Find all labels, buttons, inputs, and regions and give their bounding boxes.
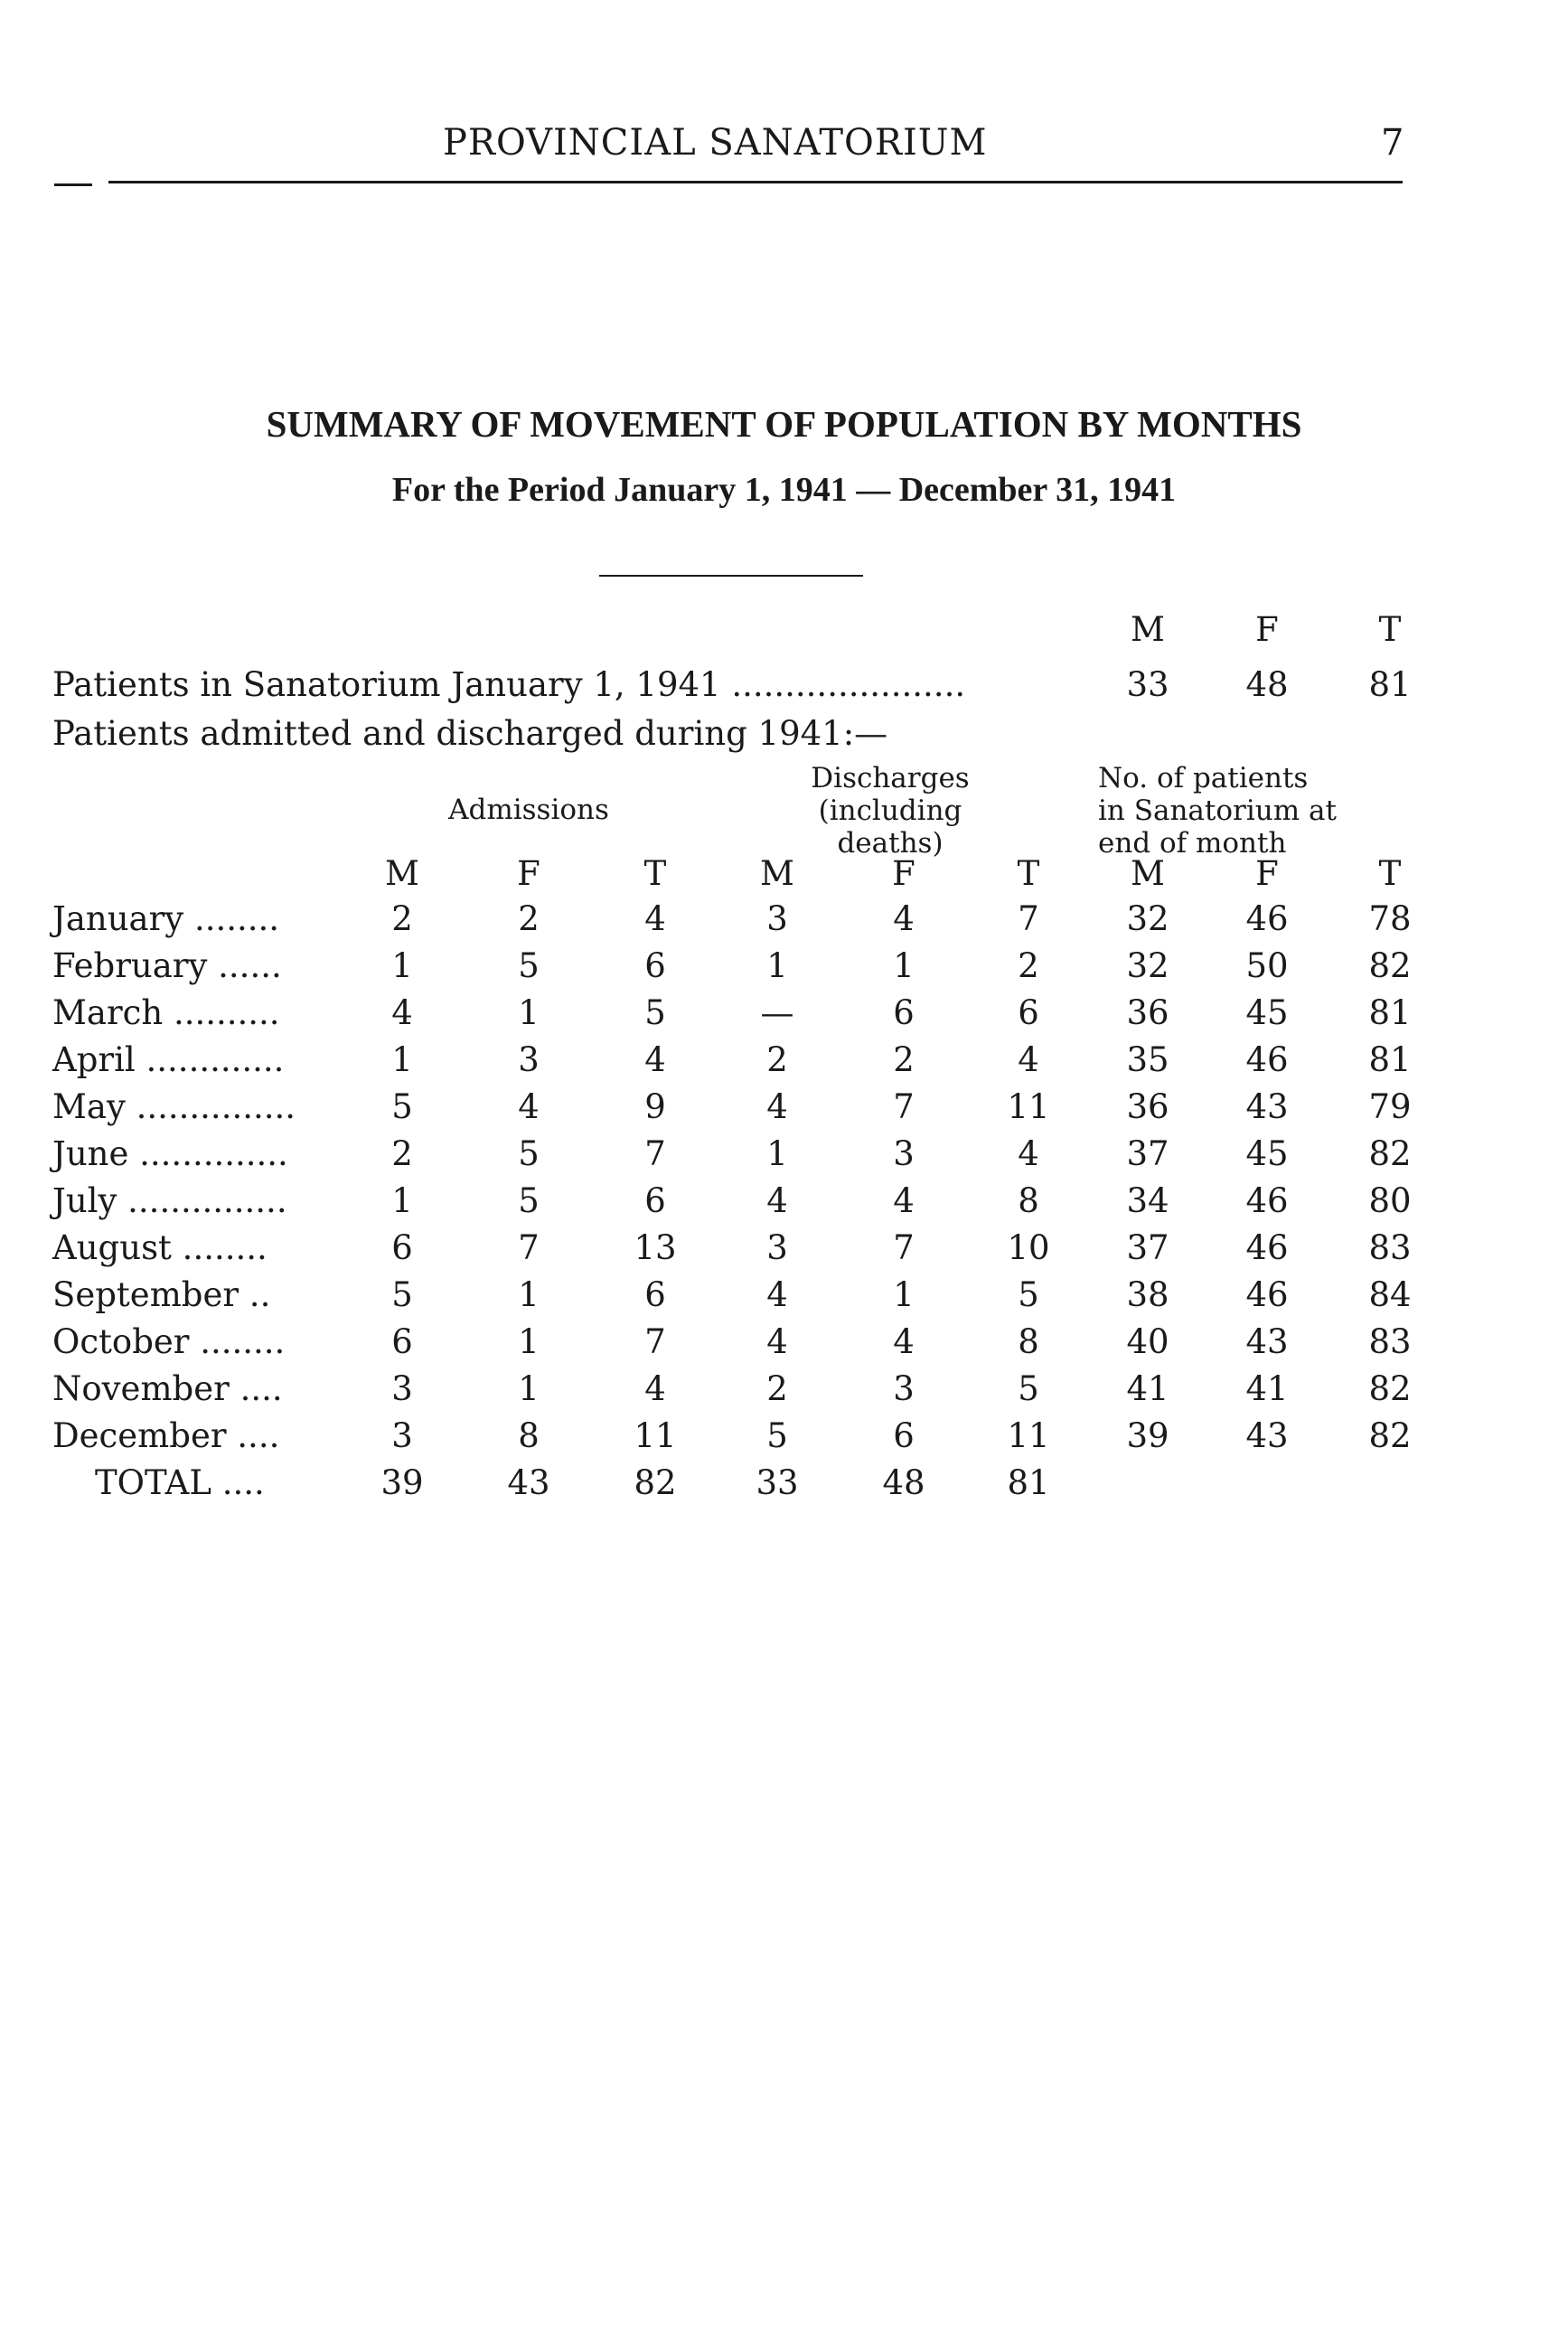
cell-end-m: 37 <box>1126 1228 1169 1267</box>
row-label: April ............. <box>52 1040 285 1079</box>
cell-dis-f: 1 <box>893 946 915 985</box>
total-adm-f: 43 <box>507 1463 550 1502</box>
cell-end-t: 82 <box>1368 946 1412 985</box>
cell-end-f: 45 <box>1245 1134 1289 1173</box>
cell-end-m: 38 <box>1126 1275 1169 1314</box>
cell-adm-t: 7 <box>644 1134 666 1173</box>
total-dis-f: 48 <box>882 1463 925 1502</box>
cell-dis-m: 4 <box>766 1087 788 1126</box>
cell-dis-f: 2 <box>893 1040 915 1079</box>
cell-adm-f: 5 <box>518 1181 540 1220</box>
cell-adm-f: 7 <box>518 1228 540 1267</box>
cell-end-t: 83 <box>1368 1322 1412 1361</box>
admissions-label: Admissions <box>448 794 609 826</box>
cell-end-t: 84 <box>1368 1275 1412 1314</box>
cell-dis-t: 11 <box>1007 1416 1050 1455</box>
page-title: SUMMARY OF MOVEMENT OF POPULATION BY MONTHS <box>266 403 1302 445</box>
cell-adm-t: 5 <box>644 993 666 1032</box>
total-adm-m: 39 <box>380 1463 424 1502</box>
cell-end-t: 78 <box>1368 899 1412 938</box>
cell-adm-t: 7 <box>644 1322 666 1361</box>
row-label: November .... <box>52 1369 283 1408</box>
cell-end-f: 46 <box>1245 899 1289 938</box>
cell-dis-t: 11 <box>1007 1087 1050 1126</box>
cell-dis-m: 4 <box>766 1275 788 1314</box>
discharges-line-1: Discharges <box>811 762 970 794</box>
cell-dis-t: 8 <box>1018 1181 1039 1220</box>
row-label: September .. <box>52 1275 271 1314</box>
cell-dis-f: 4 <box>893 1181 915 1220</box>
cell-dis-t: 6 <box>1018 993 1039 1032</box>
cell-end-m: 34 <box>1126 1181 1169 1220</box>
cell-dis-t: 5 <box>1018 1369 1039 1408</box>
end-of-month-line-2: in Sanatorium at <box>1098 794 1337 827</box>
subheader-adm-m: M <box>385 854 419 893</box>
cell-dis-f: 7 <box>893 1087 915 1126</box>
cell-end-m: 41 <box>1126 1369 1169 1408</box>
cell-end-m: 36 <box>1126 993 1169 1032</box>
cell-adm-f: 1 <box>518 1322 540 1361</box>
cell-end-f: 41 <box>1245 1369 1289 1408</box>
cell-dis-f: 1 <box>893 1275 915 1314</box>
opening-value-t: 81 <box>1368 665 1412 704</box>
row-label: March .......... <box>52 993 280 1032</box>
subheader-adm-t: T <box>643 854 667 893</box>
cell-dis-t: 4 <box>1018 1134 1039 1173</box>
cell-end-f: 46 <box>1245 1275 1289 1314</box>
total-adm-t: 82 <box>634 1463 677 1502</box>
total-label: TOTAL .... <box>95 1463 265 1502</box>
cell-end-t: 82 <box>1368 1416 1412 1455</box>
opening-header-m: M <box>1131 610 1165 649</box>
cell-end-f: 43 <box>1245 1416 1289 1455</box>
cell-dis-f: 3 <box>893 1369 915 1408</box>
cell-adm-m: 1 <box>391 946 413 985</box>
row-label: May ............... <box>52 1087 296 1126</box>
cell-dis-t: 4 <box>1018 1040 1039 1079</box>
row-label: June .............. <box>52 1134 288 1173</box>
subheader-end-m: M <box>1131 854 1165 893</box>
cell-end-t: 80 <box>1368 1181 1412 1220</box>
row-label: December .... <box>52 1416 280 1455</box>
cell-dis-m: 1 <box>766 946 788 985</box>
total-dis-t: 81 <box>1007 1463 1050 1502</box>
end-of-month-line-1: No. of patients <box>1098 762 1309 794</box>
opening-value-m: 33 <box>1126 665 1169 704</box>
cell-adm-m: 1 <box>391 1181 413 1220</box>
cell-end-m: 37 <box>1126 1134 1169 1173</box>
row-label: July ............... <box>52 1181 287 1220</box>
cell-dis-m: 3 <box>766 1228 788 1267</box>
cell-dis-t: 10 <box>1007 1228 1050 1267</box>
subheader-dis-f: F <box>892 854 915 893</box>
header-rule-short <box>54 183 92 186</box>
total-dis-m: 33 <box>756 1463 799 1502</box>
cell-dis-t: 7 <box>1018 899 1039 938</box>
cell-end-m: 35 <box>1126 1040 1169 1079</box>
cell-dis-f: 4 <box>893 899 915 938</box>
cell-end-t: 81 <box>1368 993 1412 1032</box>
cell-end-m: 39 <box>1126 1416 1169 1455</box>
cell-end-f: 43 <box>1245 1322 1289 1361</box>
cell-end-t: 82 <box>1368 1134 1412 1173</box>
row-label: January ........ <box>52 899 280 938</box>
opening-value-f: 48 <box>1245 665 1289 704</box>
cell-dis-m: 2 <box>766 1040 788 1079</box>
cell-adm-f: 1 <box>518 1369 540 1408</box>
discharges-line-3: deaths) <box>837 827 944 860</box>
group-header-end-of-month <box>1098 762 1405 860</box>
cell-adm-m: 2 <box>391 1134 413 1173</box>
cell-adm-t: 4 <box>644 1040 666 1079</box>
cell-dis-m: 2 <box>766 1369 788 1408</box>
cell-dis-f: 6 <box>893 993 915 1032</box>
running-head <box>0 122 1568 167</box>
cell-end-t: 83 <box>1368 1228 1412 1267</box>
header-rule <box>108 181 1403 183</box>
cell-dis-f: 4 <box>893 1322 915 1361</box>
cell-adm-f: 5 <box>518 946 540 985</box>
cell-adm-t: 11 <box>634 1416 677 1455</box>
subheader-dis-t: T <box>1017 854 1040 893</box>
page-number: 7 <box>1381 122 1404 164</box>
cell-adm-t: 6 <box>644 1181 666 1220</box>
cell-adm-t: 6 <box>644 946 666 985</box>
opening-label: Patients in Sanatorium January 1, 1941 ...................... <box>52 665 966 704</box>
row-label: October ........ <box>52 1322 286 1361</box>
cell-dis-f: 3 <box>893 1134 915 1173</box>
cell-dis-m: — <box>760 993 794 1032</box>
cell-end-t: 81 <box>1368 1040 1412 1079</box>
cell-dis-f: 7 <box>893 1228 915 1267</box>
cell-adm-m: 3 <box>391 1369 413 1408</box>
cell-adm-f: 5 <box>518 1134 540 1173</box>
cell-adm-f: 4 <box>518 1087 540 1126</box>
page-subtitle: For the Period January 1, 1941 — December 31, 1941 <box>391 471 1177 509</box>
subheader-end-t: T <box>1378 854 1402 893</box>
cell-adm-m: 2 <box>391 899 413 938</box>
cell-adm-f: 3 <box>518 1040 540 1079</box>
cell-adm-m: 4 <box>391 993 413 1032</box>
cell-adm-f: 2 <box>518 899 540 938</box>
end-of-month-line-3: end of month <box>1098 827 1287 860</box>
cell-dis-m: 5 <box>766 1416 788 1455</box>
cell-adm-t: 6 <box>644 1275 666 1314</box>
cell-dis-t: 8 <box>1018 1322 1039 1361</box>
cell-dis-m: 4 <box>766 1322 788 1361</box>
intro-line: Patients admitted and discharged during 1941:— <box>52 714 888 753</box>
cell-end-m: 40 <box>1126 1322 1169 1361</box>
row-label: February ...... <box>52 946 282 985</box>
cell-end-m: 32 <box>1126 946 1169 985</box>
cell-end-f: 50 <box>1245 946 1289 985</box>
cell-end-t: 79 <box>1368 1087 1412 1126</box>
cell-adm-m: 6 <box>391 1322 413 1361</box>
cell-end-t: 82 <box>1368 1369 1412 1408</box>
cell-end-m: 32 <box>1126 899 1169 938</box>
cell-adm-m: 5 <box>391 1087 413 1126</box>
cell-adm-m: 5 <box>391 1275 413 1314</box>
cell-adm-f: 1 <box>518 1275 540 1314</box>
cell-adm-t: 4 <box>644 899 666 938</box>
discharges-line-2: (including <box>818 794 962 827</box>
cell-end-f: 46 <box>1245 1228 1289 1267</box>
group-header-discharges <box>777 762 1003 860</box>
cell-end-f: 45 <box>1245 993 1289 1032</box>
cell-dis-m: 3 <box>766 899 788 938</box>
cell-adm-t: 9 <box>644 1087 666 1126</box>
cell-dis-t: 5 <box>1018 1275 1039 1314</box>
cell-end-f: 46 <box>1245 1181 1289 1220</box>
subheader-end-f: F <box>1255 854 1279 893</box>
cell-adm-f: 8 <box>518 1416 540 1455</box>
cell-dis-m: 1 <box>766 1134 788 1173</box>
opening-header-t: T <box>1378 610 1402 649</box>
cell-adm-m: 3 <box>391 1416 413 1455</box>
cell-dis-f: 6 <box>893 1416 915 1455</box>
running-title: PROVINCIAL SANATORIUM <box>443 122 988 164</box>
subheader-dis-m: M <box>760 854 794 893</box>
cell-adm-m: 1 <box>391 1040 413 1079</box>
cell-end-f: 43 <box>1245 1087 1289 1126</box>
subheader-adm-f: F <box>517 854 540 893</box>
cell-end-f: 46 <box>1245 1040 1289 1079</box>
cell-dis-t: 2 <box>1018 946 1039 985</box>
opening-header-f: F <box>1255 610 1279 649</box>
cell-adm-t: 4 <box>644 1369 666 1408</box>
cell-end-m: 36 <box>1126 1087 1169 1126</box>
cell-adm-f: 1 <box>518 993 540 1032</box>
cell-adm-t: 13 <box>634 1228 677 1267</box>
cell-adm-m: 6 <box>391 1228 413 1267</box>
title-divider <box>599 575 863 577</box>
group-header-admissions <box>416 794 642 826</box>
cell-dis-m: 4 <box>766 1181 788 1220</box>
row-label: August ........ <box>52 1228 268 1267</box>
